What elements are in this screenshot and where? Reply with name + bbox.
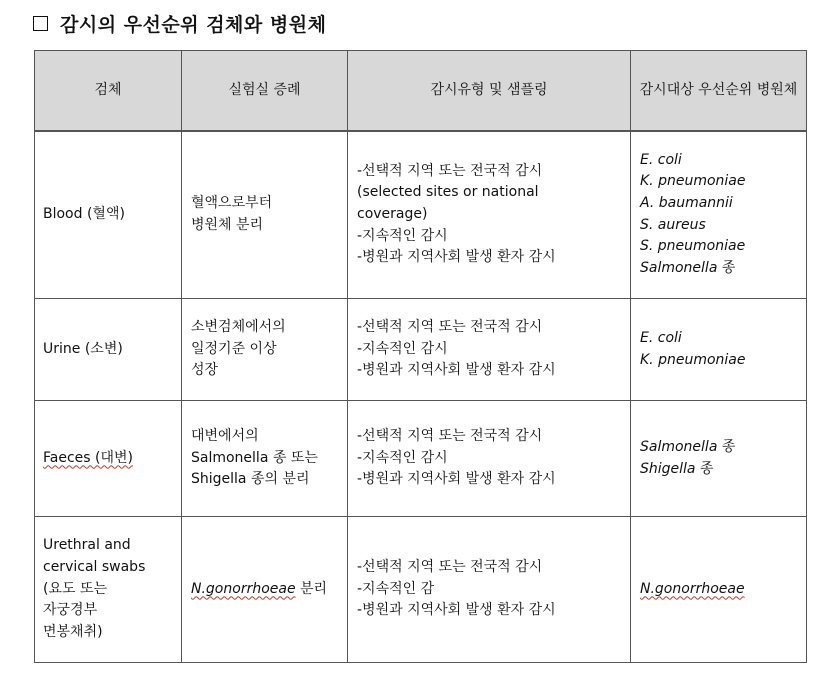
surveillance-line: (selected sites or national [357, 184, 539, 201]
pathogen-item [640, 193, 798, 215]
cell-surveillance [348, 131, 631, 299]
pathogen-item [640, 328, 798, 350]
lab-case-organism: N.gonorrhoeae [191, 580, 296, 597]
cell-specimen [35, 401, 182, 517]
surveillance-line: -선택적 지역 또는 전국적 감시 [357, 427, 543, 444]
lab-case-line: 대변에서의 [191, 427, 259, 444]
surveillance-line: -병원과 지역사회 발생 환자 감시 [357, 362, 556, 379]
cell-surveillance [348, 517, 631, 663]
specimen-text: (요도 또는 [43, 580, 108, 597]
surveillance-line: coverage) [357, 205, 428, 222]
table-row [35, 131, 807, 299]
pathogen-item [640, 215, 798, 237]
header-specimen: 검체 [35, 51, 182, 131]
lab-case-line: 소변검체에서의 [191, 318, 286, 335]
pathogen-name: E. coli [640, 329, 682, 346]
surveillance-line: -병원과 지역사회 발생 환자 감시 [357, 471, 556, 488]
surveillance-line: -선택적 지역 또는 전국적 감시 [357, 558, 543, 575]
pathogen-item [640, 459, 798, 481]
lab-case-line: Salmonella 종 또는 [191, 449, 318, 466]
table-row [35, 299, 807, 401]
pathogen-name: A. baumannii [640, 195, 733, 212]
surveillance-line: -지속적인 감시 [357, 449, 448, 466]
surveillance-line: -선택적 지역 또는 전국적 감시 [357, 318, 543, 335]
lab-case-line [191, 579, 339, 601]
pathogen-name: K. pneumoniae [640, 351, 746, 368]
surveillance-line: -지속적인 감 [357, 580, 435, 597]
lab-case-line: Shigella 종의 분리 [191, 471, 310, 488]
pathogen-item [640, 579, 798, 601]
pathogen-suffix: 종 [717, 438, 736, 455]
cell-surveillance [348, 299, 631, 401]
pathogen-name: S. pneumoniae [640, 238, 746, 255]
document-heading [33, 8, 326, 38]
pathogen-name: S. aureus [640, 216, 706, 233]
specimen-text: cervical swabs [43, 558, 146, 575]
header-surveillance-type: 감시유형 및 샘플링 [348, 51, 631, 131]
surveillance-line: -지속적인 감시 [357, 340, 448, 357]
cell-lab-case [182, 131, 348, 299]
pathogen-name: Shigella [640, 460, 696, 477]
specimen-text: Urine (소변) [43, 340, 123, 357]
lab-case-line: 병원체 분리 [191, 216, 264, 233]
specimen-text: Urethral and [43, 537, 131, 554]
cell-lab-case [182, 299, 348, 401]
cell-pathogens [631, 131, 807, 299]
surveillance-line: -지속적인 감시 [357, 227, 448, 244]
cell-pathogens [631, 401, 807, 517]
header-priority-pathogens: 감시대상 우선순위 병원체 [631, 51, 807, 131]
cell-specimen [35, 131, 182, 299]
priority-specimen-table [34, 50, 807, 663]
pathogen-item [640, 150, 798, 172]
heading-text: 감시의 우선순위 검체와 병원체 [60, 13, 327, 36]
cell-lab-case [182, 517, 348, 663]
pathogen-suffix: 종 [695, 460, 714, 477]
pathogen-name: E. coli [640, 151, 682, 168]
pathogen-item [640, 258, 798, 280]
cell-pathogens [631, 299, 807, 401]
pathogen-name: Salmonella [640, 260, 718, 277]
pathogen-suffix: 종 [717, 260, 736, 277]
lab-case-line: 일정기준 이상 [191, 340, 277, 357]
table-row [35, 401, 807, 517]
cell-lab-case [182, 401, 348, 517]
surveillance-line: -병원과 지역사회 발생 환자 감시 [357, 602, 556, 619]
lab-case-line: 혈액으로부터 [191, 195, 273, 212]
surveillance-line: -병원과 지역사회 발생 환자 감시 [357, 249, 556, 266]
pathogen-name: K. pneumoniae [640, 173, 746, 190]
checkbox-square-icon [33, 16, 48, 31]
pathogen-item [640, 171, 798, 193]
pathogen-item [640, 350, 798, 372]
table-header-row [35, 51, 807, 131]
pathogen-item [640, 437, 798, 459]
pathogen-name: Salmonella [640, 438, 718, 455]
specimen-text: Faeces (대변) [43, 449, 133, 466]
cell-specimen [35, 517, 182, 663]
lab-case-suffix: 분리 [295, 580, 328, 597]
pathogen-name: N.gonorrhoeae [640, 580, 745, 597]
specimen-text: 자궁경부 [43, 602, 98, 619]
table-row [35, 517, 807, 663]
pathogen-item [640, 236, 798, 258]
specimen-text: 면봉채취) [43, 624, 103, 641]
specimen-text: Blood (혈액) [43, 205, 125, 222]
cell-pathogens [631, 517, 807, 663]
lab-case-line: 성장 [191, 362, 219, 379]
surveillance-line: -선택적 지역 또는 전국적 감시 [357, 162, 543, 179]
header-lab-case: 실험실 증례 [182, 51, 348, 131]
cell-specimen [35, 299, 182, 401]
cell-surveillance [348, 401, 631, 517]
